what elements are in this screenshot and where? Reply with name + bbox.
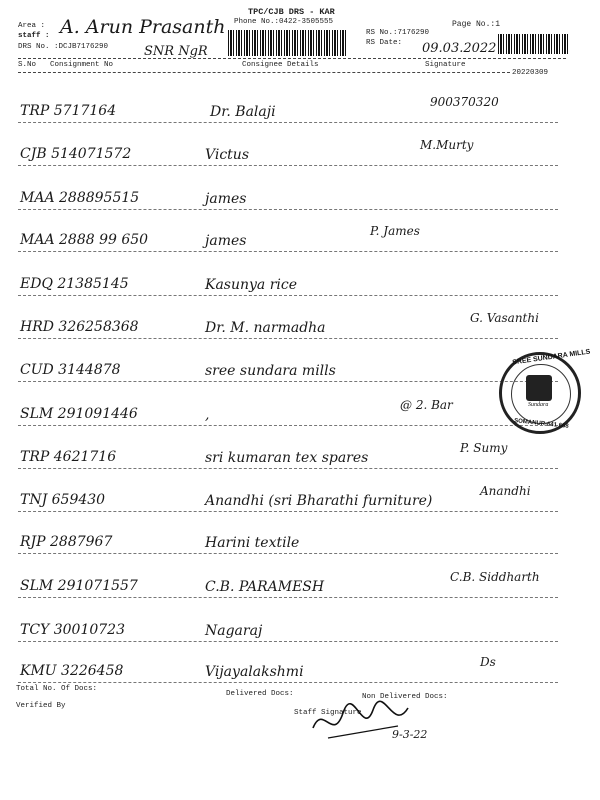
drs-number: DRS No. :DCJB7176290 — [18, 43, 109, 51]
company-seal — [499, 348, 591, 434]
consignee-name: Anandhi (sri Bharathi furniture) — [205, 493, 433, 509]
row-rule — [18, 597, 558, 598]
row-rule — [18, 122, 558, 123]
row-rule — [18, 295, 558, 296]
row-rule — [18, 553, 558, 554]
consignment-number: TRP 4621716 — [20, 449, 117, 465]
seal-logo-icon — [526, 375, 552, 401]
barcode — [228, 30, 346, 56]
non-delivered-docs-label: Non Delivered Docs: — [362, 693, 448, 701]
consignee-name: james — [205, 233, 247, 249]
row-rule — [18, 165, 558, 166]
consignment-number: SLM 291091446 — [20, 406, 138, 422]
verified-by-label: Verified By — [16, 702, 66, 710]
consignment-number: MAA 288895515 — [20, 190, 140, 206]
consignment-number: RJP 2887967 — [20, 534, 113, 550]
signature: M.Murty — [420, 138, 474, 152]
consignee-name: Dr. M. narmadha — [205, 320, 326, 336]
consignee-name: Nagaraj — [205, 623, 263, 639]
staff-label: staff : — [18, 32, 50, 40]
consignment-number: KMU 3226458 — [20, 663, 124, 679]
row-rule — [18, 641, 558, 642]
consignment-number: TCY 30010723 — [20, 622, 125, 638]
header-rule — [18, 58, 566, 59]
rs-date-label: RS Date: — [366, 39, 403, 47]
area-label: Area : — [18, 22, 46, 30]
consignment-number: CUD 3144878 — [20, 362, 121, 378]
row-rule — [18, 338, 558, 339]
delivered-docs-label: Delivered Docs: — [226, 690, 294, 698]
row-rule — [18, 682, 558, 683]
seal-top-text: SREE SUNDARA MILLS — [511, 348, 591, 367]
column-consignment: Consignment No — [50, 61, 114, 69]
signature: G. Vasanthi — [470, 311, 539, 325]
row-rule — [18, 468, 558, 469]
staff-name: A. Arun Prasanth — [60, 16, 226, 38]
staff-signature-label: Staff Signature — [294, 709, 362, 717]
consignee-name: Victus — [205, 147, 250, 163]
rs-date: 09.03.2022 — [422, 41, 497, 56]
row-rule — [18, 251, 558, 252]
consignee-name: sree sundara mills — [205, 363, 336, 379]
consignment-number: HRD 326258368 — [20, 319, 139, 335]
rs-number: RS No.:7176290 — [366, 29, 430, 37]
consignment-number: EDQ 21385145 — [20, 276, 129, 292]
column-signature: Signature — [425, 61, 466, 69]
signature: 900370320 — [430, 95, 499, 109]
consignee-name: sri kumaran tex spares — [205, 450, 369, 466]
consignee-name: james — [205, 191, 247, 207]
total-docs-label: Total No. Of Docs: — [16, 685, 98, 693]
consignee-name: Kasunya rice — [205, 277, 298, 293]
phone-number: Phone No.:0422-3505555 — [234, 18, 334, 26]
area-handwritten: SNR NgR — [144, 44, 208, 59]
consignee-name: , — [205, 407, 210, 423]
consignment-number: TRP 5717164 — [20, 103, 117, 119]
consignment-number: MAA 2888 99 650 — [20, 232, 149, 248]
signature: @ 2. Bar — [400, 398, 453, 412]
consignment-number: TNJ 659430 — [20, 492, 106, 508]
document-title: TPC/CJB DRS - KAR — [248, 7, 335, 17]
consignee-name: Harini textile — [205, 535, 300, 551]
page-number: Page No.:1 — [452, 20, 501, 29]
consignee-name: C.B. PARAMESH — [205, 579, 325, 595]
signature: Anandhi — [480, 484, 531, 498]
sign-date: 9-3-22 — [392, 728, 428, 741]
column-sno: S.No — [18, 61, 37, 69]
row-rule — [18, 381, 558, 382]
consignee-name: Vijayalakshmi — [205, 664, 304, 680]
consignment-number: CJB 514071572 — [20, 146, 132, 162]
seal-center-text: Sundara — [528, 402, 549, 408]
seal-bottom-text: SOMANUR-641 668 — [513, 418, 569, 430]
row-rule — [18, 425, 558, 426]
column-consignee: Consignee Details — [242, 61, 319, 69]
signature: P. James — [370, 224, 420, 238]
row-rule — [18, 209, 558, 210]
barcode-right — [498, 34, 568, 54]
signature: Ds — [480, 655, 496, 669]
signature: P. Sumy — [460, 441, 508, 455]
consignee-name: Dr. Balaji — [210, 104, 276, 120]
consignment-number: SLM 291071557 — [20, 578, 138, 594]
column-rule — [18, 72, 510, 73]
row-rule — [18, 511, 558, 512]
signature: C.B. Siddharth — [450, 570, 540, 584]
print-date: 20220309 — [512, 69, 549, 77]
